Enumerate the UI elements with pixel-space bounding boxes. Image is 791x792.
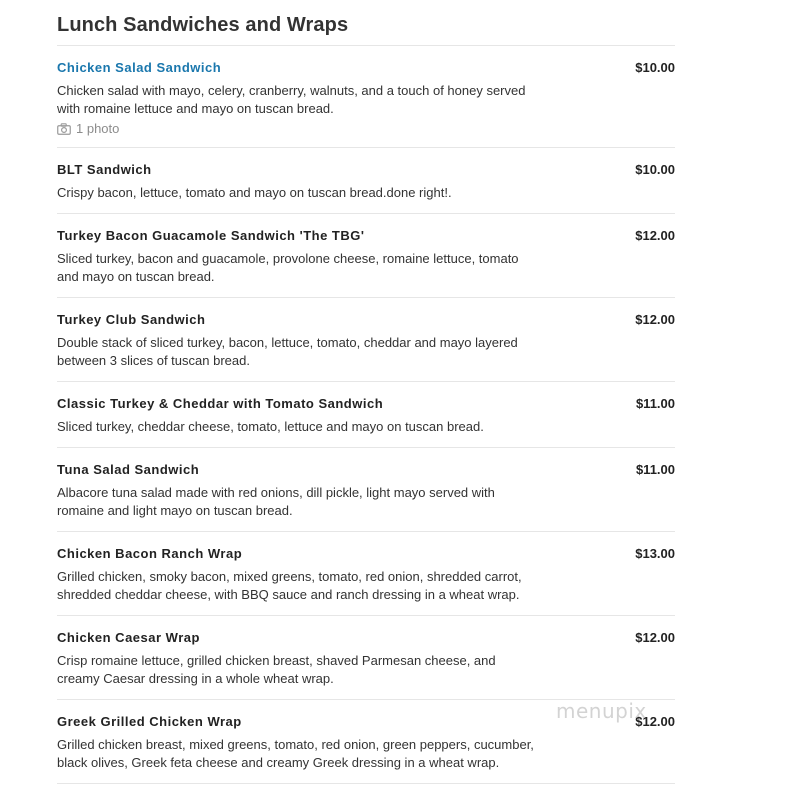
- menu-item: [57, 448, 675, 532]
- item-description: Sliced turkey, bacon and guacamole, provolone cheese, romaine lettuce, tomato and mayo on tuscan bread.: [57, 251, 519, 284]
- menu-item: [57, 532, 675, 616]
- menu-list: [57, 45, 675, 784]
- item-name: Turkey Club Sandwich: [57, 312, 206, 327]
- menu-item: [57, 148, 675, 214]
- item-name: Turkey Bacon Guacamole Sandwich 'The TBG': [57, 228, 365, 243]
- item-price: $12.00: [635, 630, 675, 645]
- camera-icon: [57, 123, 71, 135]
- menu-item: [57, 382, 675, 448]
- item-price: $10.00: [635, 60, 675, 75]
- item-price: $11.00: [635, 462, 675, 477]
- item-description: Chicken salad with mayo, celery, cranberry, walnuts, and a touch of honey served with romaine lettuce and mayo on tuscan bread.: [57, 83, 526, 116]
- menu-item: [57, 700, 675, 784]
- item-price: $10.00: [635, 162, 675, 177]
- item-description: Sliced turkey, cheddar cheese, tomato, lettuce and mayo on tuscan bread.: [57, 419, 484, 434]
- menu-item: [57, 46, 675, 148]
- watermark-logo: menupix: [556, 699, 647, 723]
- item-description: Grilled chicken, smoky bacon, mixed greens, tomato, red onion, shredded carrot, shredded cheddar cheese, with BBQ sauce and ranch dressing in a wheat wrap.: [57, 569, 522, 602]
- item-name: Chicken Caesar Wrap: [57, 630, 200, 645]
- item-price: $13.00: [635, 546, 675, 561]
- item-description: Grilled chicken breast, mixed greens, tomato, red onion, green peppers, cucumber, black olives, Greek feta cheese and creamy Greek dressing in a wheat wrap.: [57, 737, 534, 770]
- item-name-link[interactable]: Chicken Salad Sandwich: [57, 60, 222, 75]
- menu-item: [57, 298, 675, 382]
- photo-count: 1 photo: [76, 121, 120, 136]
- item-name: Chicken Bacon Ranch Wrap: [57, 546, 243, 561]
- item-description: Crispy bacon, lettuce, tomato and mayo on tuscan bread.done right!.: [57, 185, 452, 200]
- item-name: Greek Grilled Chicken Wrap: [57, 714, 242, 729]
- item-name: Tuna Salad Sandwich: [57, 462, 200, 477]
- item-description: Albacore tuna salad made with red onions, dill pickle, light mayo served with romaine and light mayo on tuscan bread.: [57, 485, 495, 518]
- item-price: $11.00: [635, 396, 675, 411]
- item-price: $12.00: [635, 714, 675, 729]
- photo-link[interactable]: [57, 121, 675, 136]
- item-description: Double stack of sliced turkey, bacon, lettuce, tomato, cheddar and mayo layered between 3 slices of tuscan bread.: [57, 335, 518, 368]
- section-title: Lunch Sandwiches and Wraps: [57, 14, 349, 36]
- item-price: $12.00: [635, 312, 675, 327]
- item-description: Crisp romaine lettuce, grilled chicken breast, shaved Parmesan cheese, and creamy Caesar dressing in a whole wheat wrap.: [57, 653, 496, 686]
- item-name: Classic Turkey & Cheddar with Tomato Sandwich: [57, 396, 384, 411]
- item-name: BLT Sandwich: [57, 162, 152, 177]
- menu-item: [57, 214, 675, 298]
- menu-item: [57, 616, 675, 700]
- item-price: $12.00: [635, 228, 675, 243]
